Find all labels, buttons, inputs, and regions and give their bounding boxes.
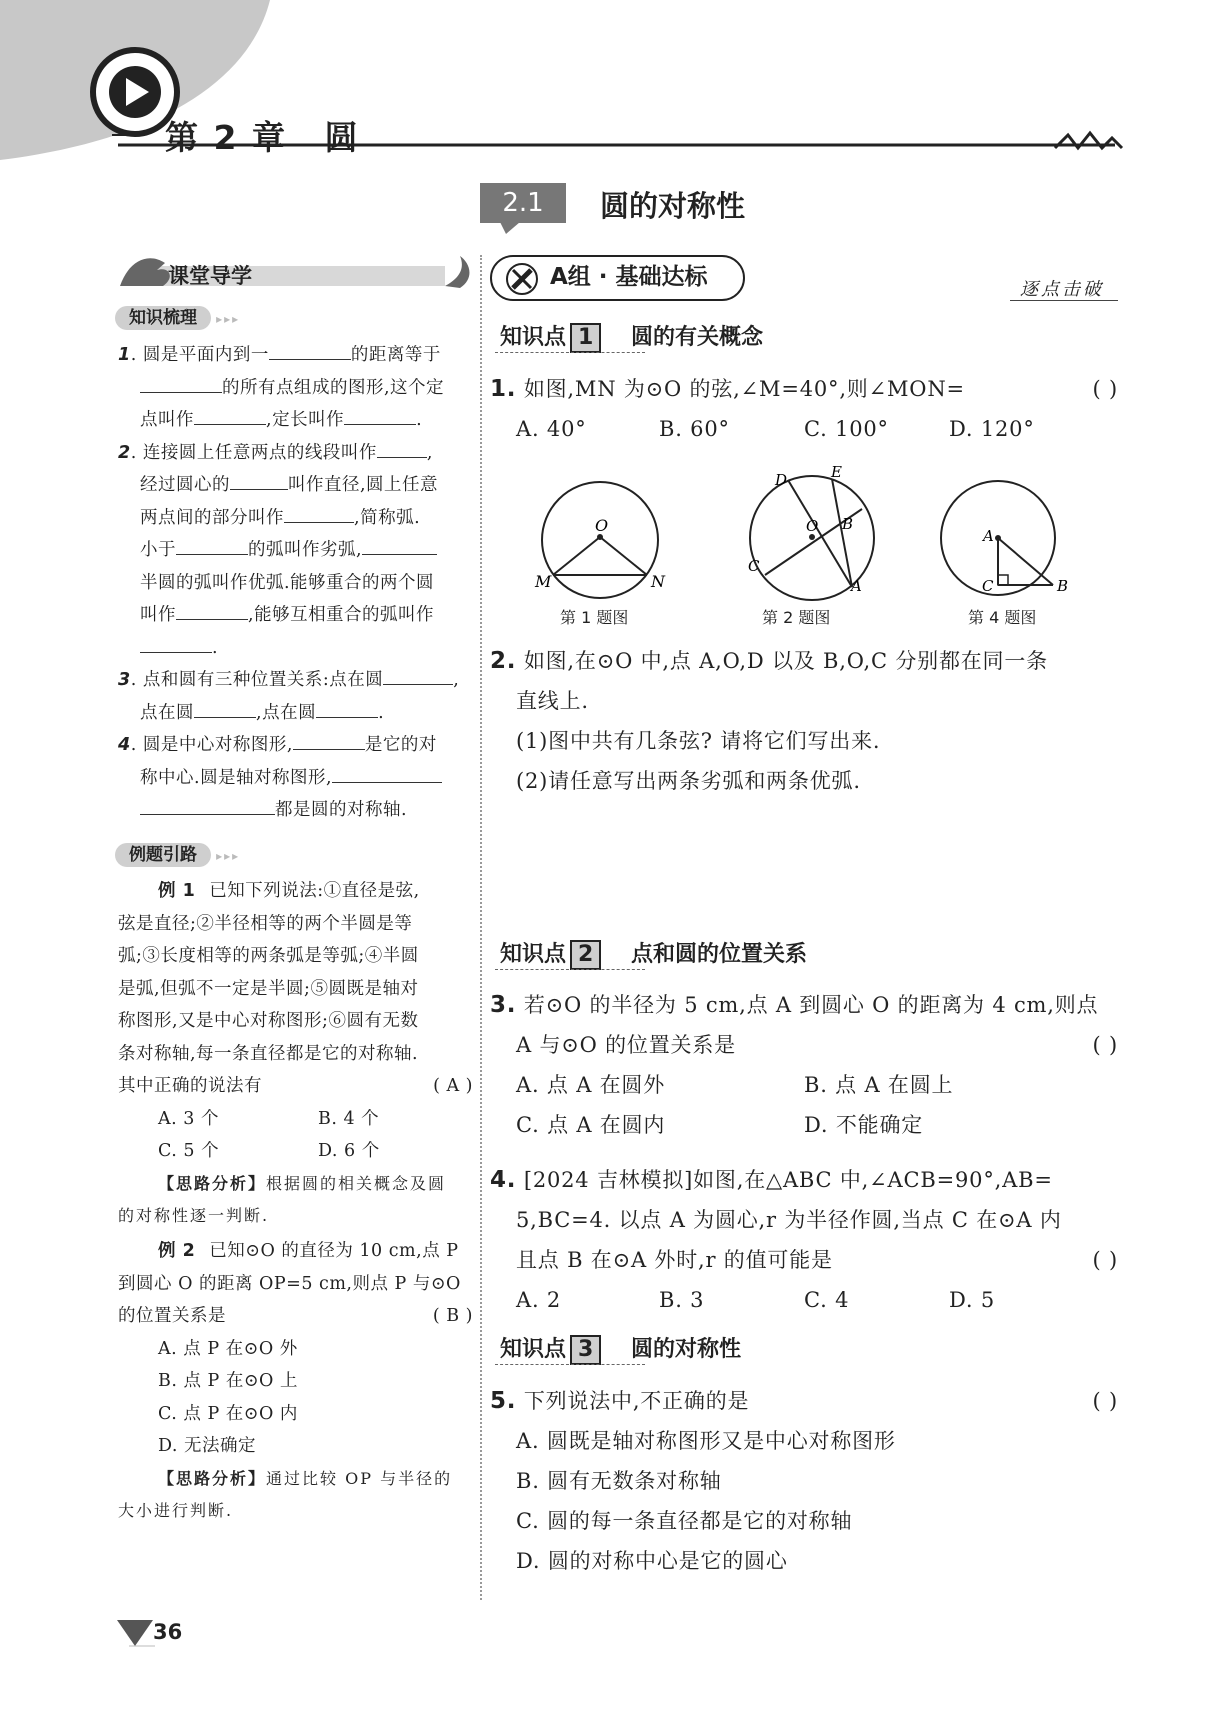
q5-paren: ( ) (1092, 1389, 1118, 1413)
question-4: 4. [2024 吉林模拟]如图,在△ABC 中,∠ACB=90°,AB= 5,BC=4. 以点 A 为圆心,r 为半径作圆,当点 C 在⊙A 内 且点 B 在⊙A 外时,r 的值可能是 ( ) A. 2 B. 3 C. 4 D. 5 (490, 1167, 1118, 1312)
kp2-number: 2 (570, 940, 601, 970)
ex2-option-b: B. 点 P 在⊙O 上 (158, 1371, 298, 1391)
example-2 (118, 1235, 473, 1528)
ex2-analysis: 【思路分析】通过比较 OP 与半径的 (158, 1468, 453, 1488)
k2-line5: 半圆的弧叫作优弧.能够重合的两个圆 (140, 572, 435, 593)
fig2-label-o: O (806, 517, 819, 535)
section-number-badge (480, 183, 566, 223)
ex1-line6: 其中正确的说法有 ( A ) (118, 1070, 473, 1103)
tag-text: 逐点击破 (1020, 279, 1104, 300)
tag-underline (1010, 300, 1118, 301)
kp3-number: 3 (570, 1335, 601, 1365)
fig4-label-a: A (983, 527, 994, 545)
ex1-options-row2: C. 5 个 D. 6 个 (158, 1141, 380, 1161)
fig1-caption: 第 1 题图 (560, 608, 629, 627)
badge-pointer (500, 222, 520, 234)
ex2-option-d: D. 无法确定 (158, 1436, 257, 1456)
kp1-title: 圆的有关概念 (631, 325, 764, 350)
ex2-line0: 例 2 已知⊙O 的直径为 10 cm,点 P (158, 1241, 459, 1261)
arrows-icon: ▸▸▸ (216, 849, 241, 863)
fig2-label-d: D (775, 471, 788, 489)
ex2-analysis-2: 大小进行判断. (118, 1501, 234, 1520)
fig2-label-c: C (748, 557, 760, 575)
ex1-line0: 例 1 已知下列说法:①直径是弦, (158, 881, 420, 901)
fig2-label-b: B (842, 515, 854, 533)
k3-line2: 点在圆 ,点在圆 . (118, 697, 473, 730)
q1-paren: ( ) (1092, 377, 1118, 401)
kp2-title: 点和圆的位置关系 (631, 942, 808, 967)
ex1-analysis-2: 的对称性逐一判断. (118, 1206, 270, 1225)
kp1-heading: 知识点 1 圆的有关概念 (500, 320, 763, 353)
fig2-label-a: A (851, 577, 862, 595)
k2-line7: . (118, 632, 473, 665)
kp3-heading: 知识点 3 圆的对称性 (500, 1332, 741, 1365)
banner-title: 课堂导学 (168, 264, 252, 288)
fig1-label-m: M (535, 572, 552, 591)
kp1-number: 1 (570, 323, 601, 353)
k4-line1: 4. 圆是中心对称图形, 是它的对 (118, 729, 473, 762)
column-divider (480, 255, 482, 1600)
k1-line2: 的所有点组成的图形,这个定 (118, 372, 473, 405)
kp2-heading: 知识点 2 点和圆的位置关系 (500, 937, 807, 970)
ex2-option-a: A. 点 P 在⊙O 外 (158, 1338, 298, 1359)
fig4-label-c: C (982, 577, 994, 595)
question-3: 3. 若⊙O 的半径为 5 cm,点 A 到圆心 O 的距离为 4 cm,则点 A 与⊙O 的位置关系是 ( ) A. 点 A 在圆外 B. 点 A 在圆上 C. 点 A 在圆内 D. 不能确定 (490, 992, 1118, 1137)
fig1-label-n: N (651, 572, 665, 591)
knowledge-pill: 知识梳理 (115, 306, 211, 330)
figure-4 (935, 475, 1085, 605)
kp3-title: 圆的对称性 (631, 1337, 742, 1362)
pencil-icon (504, 263, 540, 295)
ex1-line2: 弧;③长度相等的两条弧是等弧;④半圆 (118, 946, 419, 966)
q4-paren: ( ) (1092, 1248, 1118, 1272)
fig1-label-o: O (595, 516, 609, 535)
k2-line1: 2. 连接圆上任意两点的线段叫作 , (118, 437, 473, 470)
question-1: 1. 如图,MN 为⊙O 的弦,∠M=40°,则∠MON= ( ) A. 40° B. 60° C. 100° D. 120° (490, 369, 1118, 449)
k2-line6: 叫作 ,能够互相重合的弧叫作 (118, 599, 473, 632)
figure-2 (730, 465, 900, 615)
k2-line4: 小于 的弧叫作劣弧, (118, 534, 473, 567)
ex1-line3: 是弧,但弧不一定是半圆;⑤圆既是轴对 (118, 978, 419, 999)
chapter-title (165, 112, 359, 159)
fig4-caption: 第 4 题图 (968, 608, 1037, 627)
ex2-line2: 的位置关系是 ( B ) (118, 1300, 473, 1333)
ex2-line1: 到圆心 O 的距离 OP=5 cm,则点 P 与⊙O (118, 1273, 461, 1294)
arrows-icon: ▸▸▸ (216, 312, 241, 326)
fig2-caption: 第 2 题图 (762, 608, 831, 627)
knowledge-list (118, 339, 473, 827)
section-number: 2.1 (502, 188, 544, 218)
q1-options: A. 40° B. 60° C. 100° D. 120° (516, 417, 1035, 441)
k4-line3: 都是圆的对称轴. (118, 794, 473, 827)
k3-line1: 3. 点和圆有三种位置关系:点在圆 , (118, 664, 473, 697)
figure-1 (520, 475, 690, 625)
fig2-label-e: E (831, 465, 842, 481)
ex1-line5: 条对称轴,每一条直径都是它的对称轴. (118, 1043, 419, 1064)
ex1-line1: 弦是直径;②半径相等的两个半圆是等 (118, 913, 413, 934)
group-title: A组 · 基础达标 (550, 264, 708, 290)
ex1-line4: 称图形,又是中心对称图形;⑥圆有无数 (118, 1011, 419, 1031)
kp3-underline (495, 1364, 645, 1365)
q3-paren: ( ) (1092, 1033, 1118, 1057)
k1-line3: 点叫作 ,定长叫作 . (118, 404, 473, 437)
page-marker-icon (115, 1618, 155, 1648)
kp2-underline (495, 969, 645, 970)
page-number: 36 (153, 1620, 183, 1644)
ex1-analysis: 【思路分析】根据圆的相关概念及圆 (158, 1173, 447, 1193)
ex1-answer: ( A ) (433, 1076, 473, 1096)
question-2: 2. 如图,在⊙O 中,点 A,O,D 以及 B,O,C 分别都在同一条 直线上. (1)图中共有几条弦? 请将它们写出来. (2)请任意写出两条劣弧和两条优弧. (490, 648, 1048, 793)
example-1 (118, 875, 473, 1233)
k2-line2: 经过圆心的 叫作直径,圆上任意 (118, 469, 473, 502)
kp1-underline (495, 352, 645, 353)
ex2-answer: ( B ) (432, 1306, 473, 1326)
example-heading (115, 840, 240, 865)
question-5: 5. 下列说法中,不正确的是 ( ) A. 圆既是轴对称图形又是中心对称图形 B. 圆有无数条对称轴 C. 圆的每一条直径都是它的对称轴 D. 圆的对称中心是它的圆心 (490, 1381, 1118, 1581)
k1-line1: 1. 圆是平面内到一 的距离等于 (118, 339, 473, 372)
knowledge-heading (115, 303, 240, 328)
ex2-option-c: C. 点 P 在⊙O 内 (158, 1403, 298, 1424)
fig4-label-b: B (1057, 577, 1069, 595)
chapter-name: 圆 (324, 118, 360, 157)
ex1-options-row1: A. 3 个 B. 4 个 (158, 1108, 380, 1129)
k4-line2: 称中心.圆是轴对称图形, (118, 762, 473, 795)
example-pill: 例题引路 (115, 843, 211, 867)
k2-line3: 两点间的部分叫作 ,简称弧. (118, 502, 473, 535)
section-title: 圆的对称性 (600, 189, 746, 223)
chapter-label: 第 2 章 (165, 118, 287, 157)
